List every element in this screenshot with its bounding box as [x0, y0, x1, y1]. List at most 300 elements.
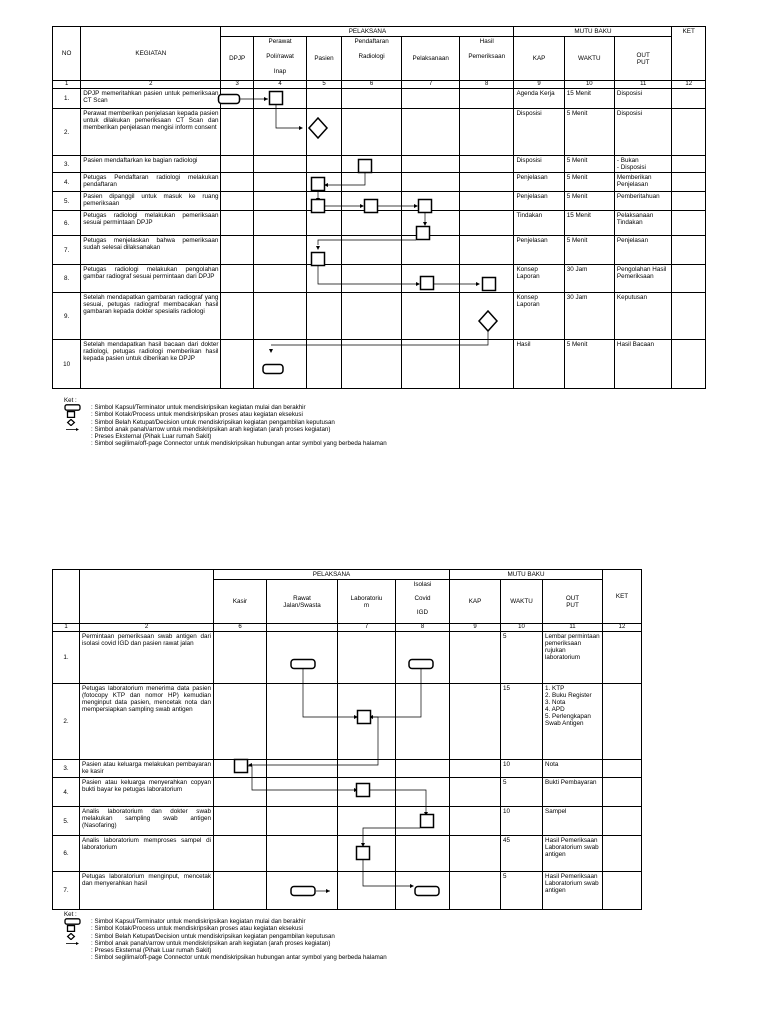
- col-number: 1: [53, 624, 80, 632]
- cell-pasien: [307, 109, 342, 156]
- header-line: Perawat: [268, 38, 292, 46]
- cell-pelaksanaan: [402, 173, 460, 192]
- col-number: 6: [341, 81, 402, 89]
- waktu-text: 5 Menit: [564, 236, 614, 265]
- legend-item: [64, 925, 387, 932]
- cell-rawat: [267, 836, 338, 872]
- activity-text: Pasien atau keluarga menyerahkan copyan bukti bayar ke petugas laboratorium: [80, 778, 214, 807]
- legend-text: : Simbol Kotak/Process untuk mendiskripsikan proses atau kegiatan eksekusi: [91, 411, 303, 419]
- waktu-text: 30 Jam: [564, 293, 614, 340]
- header-line: Hasil: [479, 38, 494, 46]
- activity-text: Analis laboratorium dan dokter swab melakukan sampling swab antigen (Nasofaring): [80, 807, 214, 836]
- col-kap-header: KAP: [514, 37, 564, 81]
- capsule-terminator-icon: [64, 918, 86, 925]
- header-line: IGD: [416, 609, 429, 617]
- waktu-text: 5 Menit: [564, 109, 614, 156]
- cell-kasir: [214, 872, 267, 910]
- legend-item: [64, 426, 387, 433]
- table-row: [53, 340, 706, 389]
- table-row: [53, 760, 642, 778]
- legend-item: [64, 933, 387, 940]
- cell-dpjp: [221, 173, 253, 192]
- header-line: PUT: [566, 601, 579, 609]
- output-text: Disposisi: [614, 109, 672, 156]
- cell-ket: [603, 872, 642, 910]
- table-row: [53, 211, 706, 236]
- col-number: 10: [564, 81, 614, 89]
- col-pelaksanaan-header: Pelaksanaan: [402, 37, 460, 81]
- cell-dpjp: [221, 211, 253, 236]
- cell-pelaksanaan: [402, 109, 460, 156]
- activity-text: DPJP memeritahkan pasien untuk pemeriksaan CT Scan: [81, 89, 221, 109]
- waktu-text: 15: [501, 684, 543, 760]
- arrow-icon: [64, 940, 86, 947]
- cell-ket: [603, 684, 642, 760]
- legend: [64, 397, 387, 448]
- cell-lab: [338, 760, 396, 778]
- activity-text: Setelah mendapatkan hasil bacaan dari dokter radiologi, petugas radiologi memberikan hasil kepada pasien untuk diberikan ke DPJP: [81, 340, 221, 389]
- row-number: 5.: [53, 192, 81, 211]
- cell-ket: [672, 293, 706, 340]
- cell-pelaksanaan: [402, 236, 460, 265]
- cell-isolasi: [396, 778, 450, 807]
- header-line: PUT: [636, 58, 650, 66]
- waktu-text: 5 Menit: [564, 173, 614, 192]
- cell-pelaksanaan: [402, 89, 460, 109]
- pelaksana-header: PELAKSANA: [214, 570, 450, 580]
- col-number: 11: [614, 81, 672, 89]
- waktu-text: 15 Menit: [564, 89, 614, 109]
- cell-pelaksanaan: [402, 293, 460, 340]
- col-dpjp-header: DPJP: [221, 37, 253, 81]
- activity-text: Petugas radiologi melakukan pemeriksaan sesuai permintaan DPJP: [81, 211, 221, 236]
- row-number: 1.: [53, 89, 81, 109]
- cell-lab: [338, 807, 396, 836]
- cell-pelaksanaan: [402, 340, 460, 389]
- row-number: 3.: [53, 760, 80, 778]
- header-line: Isolasi: [413, 581, 432, 589]
- cell-pasien: [307, 340, 342, 389]
- decision-diamond-icon: [64, 419, 86, 426]
- row-number: 5.: [53, 807, 80, 836]
- cell-pasien: [307, 293, 342, 340]
- cell-ket: [672, 156, 706, 173]
- output-text: Keputusan: [614, 293, 672, 340]
- legend-rows: [64, 404, 387, 448]
- cell-ket: [672, 340, 706, 389]
- table-row: [53, 265, 706, 293]
- cell-ket: [672, 236, 706, 265]
- output-text: Hasil Pemeriksaan Laboratorium swab antigen: [543, 836, 603, 872]
- cell-pasien: [307, 89, 342, 109]
- activity-text: Pasien atau keluarga melakukan pembayaran ke kasir: [80, 760, 214, 778]
- sop-table-radiology: [52, 26, 706, 389]
- decision-diamond-icon: [64, 933, 86, 940]
- legend-text: : Simbol segilima/off-page Connector untuk mendiskripsikan hubungan antar symbol yang berbeda halaman: [91, 954, 387, 962]
- col-kegiatan-header: KEGIATAN: [81, 27, 221, 81]
- waktu-text: 5: [501, 872, 543, 910]
- legend-text: : Preses Eksternal (Pihak Luar rumah Sakit): [91, 947, 212, 955]
- legend-item: [64, 411, 387, 418]
- header-line: Radiologi: [358, 53, 385, 61]
- col-isolasi-header: [396, 580, 450, 624]
- ket-header: KET: [603, 570, 642, 624]
- col-number: 5: [307, 81, 342, 89]
- pelaksana-header: PELAKSANA: [221, 27, 514, 37]
- table-row: [53, 173, 706, 192]
- kap-text: Tindakan: [514, 211, 564, 236]
- output-text: 1. KTP 2. Buku Register 3. Nota 4. APD 5. Perlengkapan Swab Antigen: [543, 684, 603, 760]
- waktu-text: 45: [501, 836, 543, 872]
- cell-hasil: [459, 236, 513, 265]
- cell-rawat: [267, 807, 338, 836]
- waktu-text: 5 Menit: [564, 192, 614, 211]
- output-text: Lembar permintaan pemeriksaan rujukan laboratorium: [543, 632, 603, 684]
- cell-kap: [450, 760, 501, 778]
- cell-pendaftaran: [341, 173, 402, 192]
- row-number: 10: [53, 340, 81, 389]
- cell-dpjp: [221, 340, 253, 389]
- legend-item: [64, 433, 387, 440]
- col-number: 8: [396, 624, 450, 632]
- cell-kap: [450, 632, 501, 684]
- output-text: - Bukan - Disposisi: [614, 156, 672, 173]
- cell-rawat: [267, 760, 338, 778]
- output-text: Bukti Pembayaran: [543, 778, 603, 807]
- cell-isolasi: [396, 684, 450, 760]
- cell-perawat: [253, 173, 306, 192]
- row-number: 4.: [53, 778, 80, 807]
- cell-isolasi: [396, 836, 450, 872]
- cell-ket: [672, 192, 706, 211]
- cell-hasil: [459, 340, 513, 389]
- waktu-text: 10: [501, 807, 543, 836]
- col-lab-header: [338, 580, 396, 624]
- cell-pelaksanaan: [402, 211, 460, 236]
- header-line: Poli/rawat: [266, 53, 294, 61]
- col-number: 3: [221, 81, 253, 89]
- activity-text: Analis laboratorium memproses sampel di laboratorium: [80, 836, 214, 872]
- process-box-icon: [64, 411, 86, 418]
- cell-pendaftaran: [341, 293, 402, 340]
- kap-text: Penjelasan: [514, 192, 564, 211]
- table-row: [53, 836, 642, 872]
- cell-pendaftaran: [341, 192, 402, 211]
- col-kegiatan-header: [80, 570, 214, 624]
- waktu-text: 15 Menit: [564, 211, 614, 236]
- col-number: 2: [81, 81, 221, 89]
- col-kasir-header: Kasir: [214, 580, 267, 624]
- row-number: 3.: [53, 156, 81, 173]
- table-row: [53, 778, 642, 807]
- legend-item: [64, 940, 387, 947]
- cell-pasien: [307, 156, 342, 173]
- cell-kap: [450, 872, 501, 910]
- cell-isolasi: [396, 760, 450, 778]
- cell-hasil: [459, 211, 513, 236]
- table-row: [53, 684, 642, 760]
- activity-text: Petugas laboratorium menerima data pasien (fotocopy KTP dan nomor HP) kemudian menginput data pasien, mencetak nota dan mempersiapkan sampling swab antigen: [80, 684, 214, 760]
- legend-text: : Simbol Kapsul/Terminator untuk mendiskripsikan kegiatan mulai dan berakhir: [91, 404, 306, 411]
- capsule-terminator-icon: [64, 404, 86, 411]
- cell-pelaksanaan: [402, 265, 460, 293]
- legend-title: Ket :: [64, 911, 77, 918]
- cell-dpjp: [221, 265, 253, 293]
- col-hasil-header: [459, 37, 513, 81]
- legend-text: : Simbol segilima/off-page Connector untuk mendiskripsikan hubungan antar symbol yang berbeda halaman: [91, 440, 387, 448]
- kap-text: Disposisi: [514, 156, 564, 173]
- cell-kasir: [214, 684, 267, 760]
- activity-text: Setelah mendapatkan gambaran radiograf yang sesuai, petugas radiograf membacakan hasil gambaran kepada dokter spesialis radiologi: [81, 293, 221, 340]
- row-number: 6.: [53, 836, 80, 872]
- cell-perawat: [253, 340, 306, 389]
- cell-kap: [450, 807, 501, 836]
- table-row: [53, 807, 642, 836]
- cell-kap: [450, 778, 501, 807]
- table-row: [53, 236, 706, 265]
- kap-text: Disposisi: [514, 109, 564, 156]
- cell-ket: [603, 807, 642, 836]
- legend-text: : Preses Eksternal (Pihak Luar rumah Sakit): [91, 433, 212, 441]
- activity-text: Petugas laboratorium menginput, mencetak dan menyerahkan hasil: [80, 872, 214, 910]
- cell-hasil: [459, 192, 513, 211]
- kap-text: Konsep Laporan: [514, 265, 564, 293]
- cell-dpjp: [221, 156, 253, 173]
- cell-perawat: [253, 211, 306, 236]
- arrow-icon: [64, 426, 86, 433]
- cell-pelaksanaan: [402, 192, 460, 211]
- waktu-text: 5: [501, 632, 543, 684]
- row-number: 2.: [53, 684, 80, 760]
- legend-text: : Simbol Kapsul/Terminator untuk mendiskripsikan kegiatan mulai dan berakhir: [91, 918, 306, 925]
- kap-text: Agenda Kerja: [514, 89, 564, 109]
- col-number: 2: [80, 624, 214, 632]
- header-line: Inap: [273, 68, 287, 76]
- activity-text: Pasien mendaftarkan ke bagian radiologi: [81, 156, 221, 173]
- table-row: [53, 89, 706, 109]
- output-text: Pengolahan Hasil Pemeriksaan: [614, 265, 672, 293]
- cell-isolasi: [396, 632, 450, 684]
- cell-lab: [338, 684, 396, 760]
- activity-text: Perawat memberikan penjelasan kepada pasien untuk dilakukan pemeriksaan CT Scan dan memberikan penjelasan mengisi inform consent: [81, 109, 221, 156]
- output-text: Pemberitahuan: [614, 192, 672, 211]
- cell-pendaftaran: [341, 236, 402, 265]
- col-pasien-header: Pasien: [307, 37, 342, 81]
- legend-item: [64, 404, 387, 411]
- cell-perawat: [253, 265, 306, 293]
- header-line: Covid: [414, 595, 431, 603]
- process-box-icon: [64, 925, 86, 932]
- table-row: [53, 632, 642, 684]
- legend-item: [64, 954, 387, 961]
- cell-lab: [338, 872, 396, 910]
- legend-title: Ket :: [64, 397, 77, 404]
- col-number: 7: [402, 81, 460, 89]
- table-row: [53, 293, 706, 340]
- cell-perawat: [253, 109, 306, 156]
- kap-text: Konsep Laporan: [514, 293, 564, 340]
- col-number: 12: [603, 624, 642, 632]
- table-row: [53, 109, 706, 156]
- header-line: OUT: [565, 594, 580, 602]
- cell-pasien: [307, 211, 342, 236]
- col-perawat-header: [253, 37, 306, 81]
- cell-kasir: [214, 807, 267, 836]
- legend: [64, 911, 387, 962]
- cell-lab: [338, 632, 396, 684]
- activity-text: Permintaan pemeriksaan swab antigen dari isolasi covid IGD dan pasien rawat jalan: [80, 632, 214, 684]
- activity-text: Petugas menjelaskan bahwa pemeriksaan sudah selesai dilaksanakan: [81, 236, 221, 265]
- output-text: Hasil Pemeriksaan Laboratorium swab antigen: [543, 872, 603, 910]
- waktu-text: 10: [501, 760, 543, 778]
- output-text: Memberikan Penjelasan: [614, 173, 672, 192]
- cell-pasien: [307, 236, 342, 265]
- col-number: 9: [514, 81, 564, 89]
- kap-text: Penjelasan: [514, 173, 564, 192]
- cell-ket: [603, 836, 642, 872]
- row-number: 7.: [53, 872, 80, 910]
- legend-item: [64, 947, 387, 954]
- legend-text: : Simbol anak panah/arrow untuk mendiskripsikan arah kegiatan (arah proses kegiatan): [91, 939, 331, 947]
- cell-perawat: [253, 192, 306, 211]
- table-row: [53, 192, 706, 211]
- cell-kasir: [214, 836, 267, 872]
- waktu-text: 30 Jam: [564, 265, 614, 293]
- header-line: Pendaftaran: [354, 38, 389, 46]
- header-line: OUT: [636, 51, 650, 59]
- cell-hasil: [459, 173, 513, 192]
- cell-hasil: [459, 109, 513, 156]
- cell-dpjp: [221, 293, 253, 340]
- ket-header: KET: [672, 27, 706, 81]
- cell-pasien: [307, 192, 342, 211]
- col-number: 7: [338, 624, 396, 632]
- cell-ket: [672, 211, 706, 236]
- cell-isolasi: [396, 807, 450, 836]
- cell-kasir: [214, 632, 267, 684]
- output-text: Sampel: [543, 807, 603, 836]
- cell-pendaftaran: [341, 340, 402, 389]
- col-number: [267, 624, 338, 632]
- cell-rawat: [267, 684, 338, 760]
- legend-text: : Simbol Belah Ketupat/Decision untuk mendiskripsikan kegiatan pengambilan keputusan: [91, 418, 335, 426]
- cell-ket: [603, 778, 642, 807]
- activity-text: Pasien dipanggil untuk masuk ke ruang pemeriksaan: [81, 192, 221, 211]
- cell-ket: [672, 265, 706, 293]
- cell-perawat: [253, 293, 306, 340]
- header-line: Jalan/Swasta: [283, 601, 321, 609]
- mutu-baku-header: MUTU BAKU: [450, 570, 603, 580]
- cell-ket: [672, 89, 706, 109]
- cell-perawat: [253, 156, 306, 173]
- header-line: Pemeriksaan: [468, 53, 506, 61]
- output-text: Pelaksanaan Tindakan: [614, 211, 672, 236]
- cell-dpjp: [221, 192, 253, 211]
- output-text: Penjelasan: [614, 236, 672, 265]
- activity-text: Petugas radiologi melakukan pengolahan gambar radiograf sesuai permintaan dari DPJP: [81, 265, 221, 293]
- kap-text: Hasil: [514, 340, 564, 389]
- col-number: 9: [450, 624, 501, 632]
- legend-text: : Simbol Belah Ketupat/Decision untuk mendiskripsikan kegiatan pengambilan keputusan: [91, 932, 335, 940]
- col-no-header: NO: [53, 27, 81, 81]
- header-line: Laboratoriu: [350, 594, 383, 602]
- cell-isolasi: [396, 872, 450, 910]
- cell-kap: [450, 836, 501, 872]
- legend-item: [64, 440, 387, 447]
- col-output-header: [543, 580, 603, 624]
- cell-pendaftaran: [341, 265, 402, 293]
- table-row: [53, 156, 706, 173]
- cell-pendaftaran: [341, 156, 402, 173]
- output-text: Nota: [543, 760, 603, 778]
- col-waktu-header: WAKTU: [501, 580, 543, 624]
- row-number: 6.: [53, 211, 81, 236]
- header-line: m: [363, 601, 370, 609]
- mutu-baku-header: MUTU BAKU: [514, 27, 672, 37]
- cell-hasil: [459, 156, 513, 173]
- cell-pasien: [307, 265, 342, 293]
- header-line: Rawat: [293, 594, 311, 602]
- col-kap-header: KAP: [450, 580, 501, 624]
- waktu-text: 5: [501, 778, 543, 807]
- col-pendaftaran-header: [341, 37, 402, 81]
- row-number: 7.: [53, 236, 81, 265]
- cell-hasil: [459, 293, 513, 340]
- activity-text: Petugas Pendaftaran radiologi melakukan pendaftaran: [81, 173, 221, 192]
- legend-text: : Simbol Kotak/Process untuk mendiskripsikan proses atau kegiatan eksekusi: [91, 925, 303, 933]
- cell-hasil: [459, 265, 513, 293]
- waktu-text: 5 Menit: [564, 340, 614, 389]
- cell-ket: [603, 760, 642, 778]
- cell-dpjp: [221, 236, 253, 265]
- col-waktu-header: WAKTU: [564, 37, 614, 81]
- legend-rows: [64, 918, 387, 962]
- cell-rawat: [267, 632, 338, 684]
- cell-pendaftaran: [341, 211, 402, 236]
- cell-pasien: [307, 173, 342, 192]
- cell-pelaksanaan: [402, 156, 460, 173]
- legend-item: [64, 918, 387, 925]
- cell-dpjp: [221, 89, 253, 109]
- col-number: 8: [459, 81, 513, 89]
- cell-lab: [338, 778, 396, 807]
- col-number: 6: [214, 624, 267, 632]
- col-number: 11: [543, 624, 603, 632]
- cell-ket: [672, 173, 706, 192]
- col-number: 1: [53, 81, 81, 89]
- kap-text: Penjelasan: [514, 236, 564, 265]
- cell-rawat: [267, 872, 338, 910]
- cell-perawat: [253, 89, 306, 109]
- row-number: 9.: [53, 293, 81, 340]
- row-number: 2.: [53, 109, 81, 156]
- col-number: 10: [501, 624, 543, 632]
- cell-pendaftaran: [341, 89, 402, 109]
- col-rawat-header: [267, 580, 338, 624]
- cell-hasil: [459, 89, 513, 109]
- row-number: 8.: [53, 265, 81, 293]
- waktu-text: 5 Menit: [564, 156, 614, 173]
- output-text: Disposisi: [614, 89, 672, 109]
- cell-ket: [603, 632, 642, 684]
- cell-perawat: [253, 236, 306, 265]
- cell-kasir: [214, 778, 267, 807]
- cell-pendaftaran: [341, 109, 402, 156]
- cell-lab: [338, 836, 396, 872]
- legend-item: [64, 419, 387, 426]
- col-output-header: [614, 37, 672, 81]
- cell-kasir: [214, 760, 267, 778]
